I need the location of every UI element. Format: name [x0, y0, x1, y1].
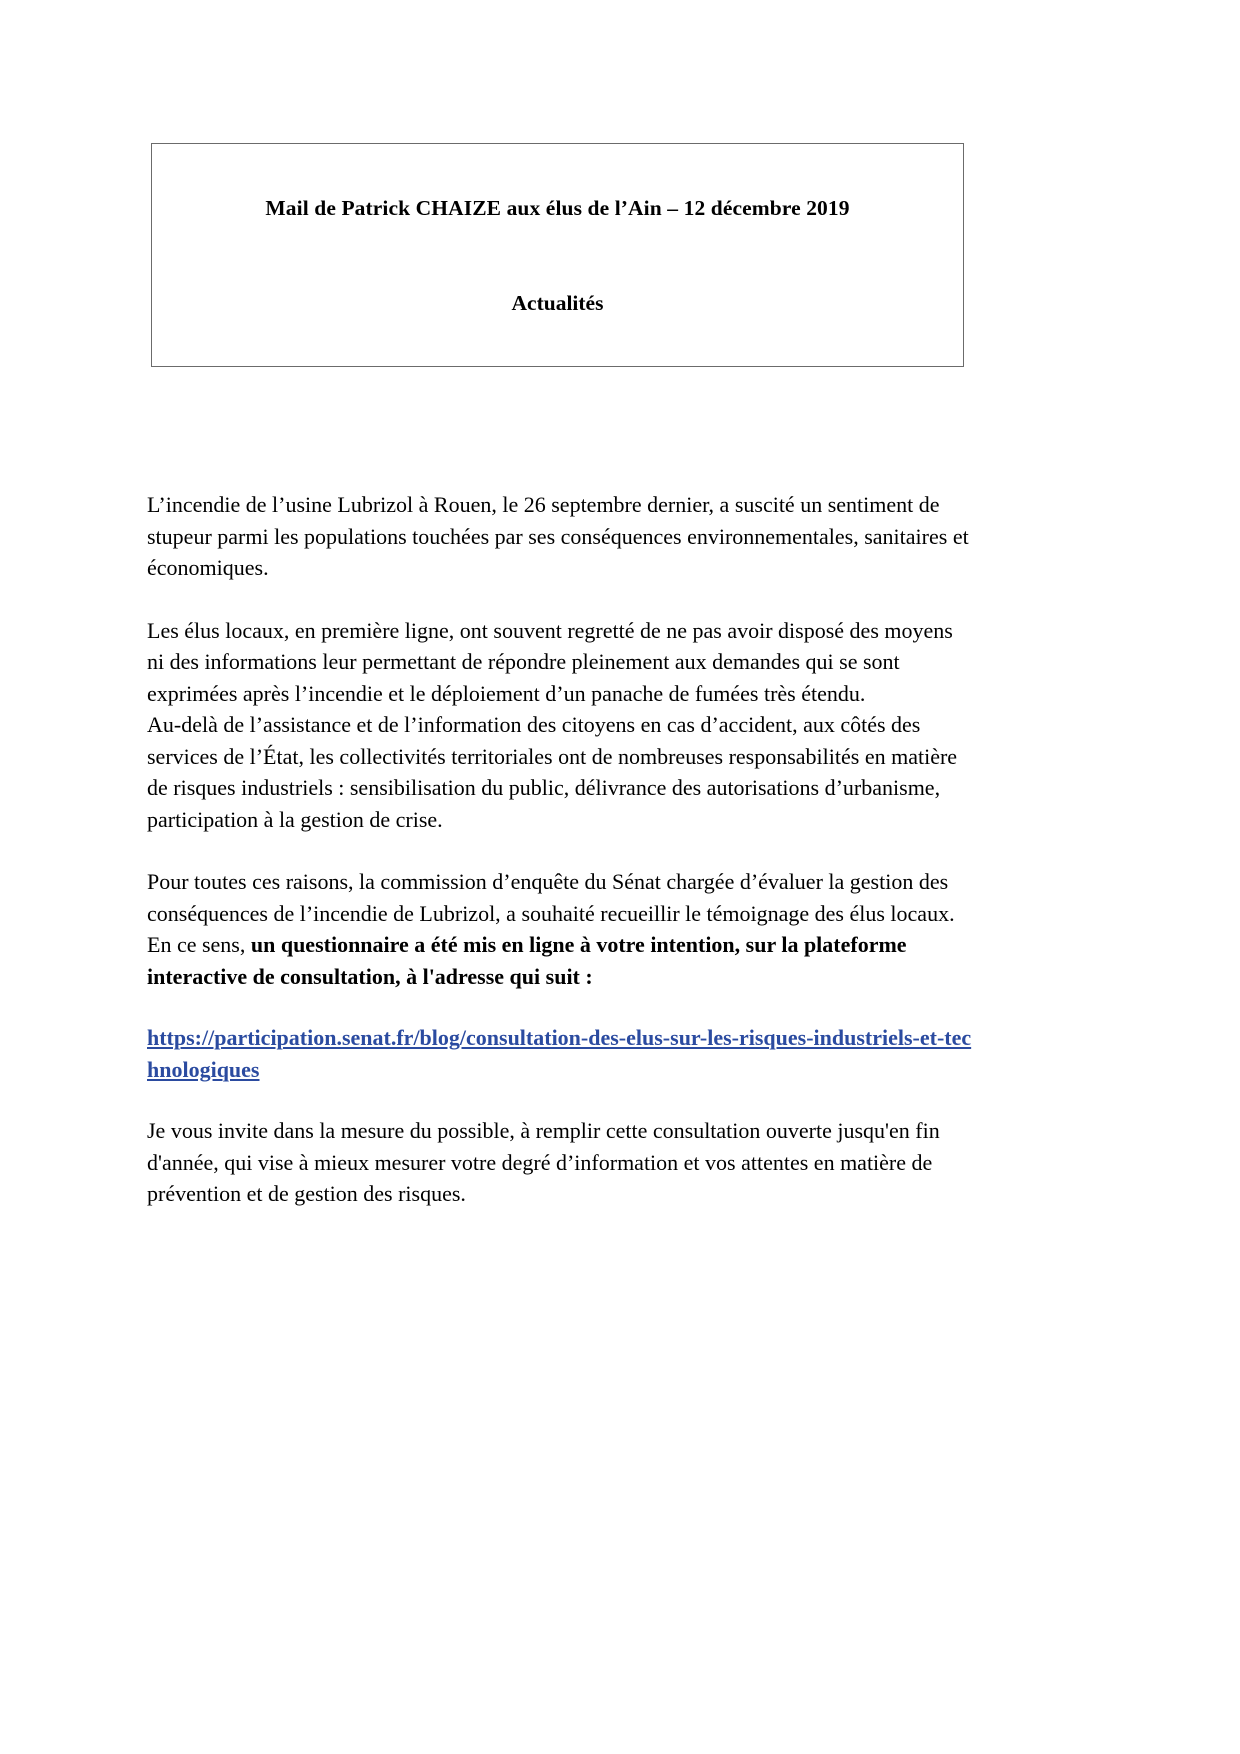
paragraph-questionnaire-emphasis: un questionnaire a été mis en ligne à votre intention, sur la plateforme interactive de consultation, à l'adresse qui suit : — [147, 932, 907, 989]
paragraph-spacer — [147, 992, 973, 1022]
paragraph-questionnaire — [147, 929, 973, 992]
page-subtitle: Actualités — [511, 291, 604, 315]
paragraph-invitation: Je vous invite dans la mesure du possible, à remplir cette consultation ouverte jusqu'en fin d'année, qui vise à mieux mesurer votre degré d’information et vos attentes en matière de prévention et de gestion des risques. — [147, 1118, 940, 1206]
paragraph-spacer — [147, 835, 973, 866]
paragraph-questionnaire-lead: En ce sens, — [147, 932, 251, 957]
page-title: Mail de Patrick CHAIZE aux élus de l’Ain – 12 décembre 2019 — [265, 196, 850, 220]
document-body — [147, 489, 973, 1210]
header-box — [151, 143, 964, 367]
consultation-link-block — [147, 1022, 973, 1085]
paragraph-spacer — [147, 1085, 973, 1115]
paragraph-au-dela-assistance: Au-delà de l’assistance et de l’information des citoyens en cas d’accident, aux côtés des services de l’État, les collectivités territoriales ont de nombreuses responsabilités en matière de risques industriels : sensibilisation du public, délivrance des autorisations d’urbanisme, participation à la gestion de crise. — [147, 712, 958, 832]
paragraph-spacer — [147, 584, 973, 615]
paragraph-incendie-lubrizol: L’incendie de l’usine Lubrizol à Rouen, le 26 septembre dernier, a suscité un sentiment de stupeur parmi les populations touchées par ses conséquences environnementales, sanitaires et économiques. — [147, 492, 969, 580]
consultation-url-link[interactable]: https://participation.senat.fr/blog/consultation-des-elus-sur-les-risques-industriels-et-technologiques — [147, 1025, 972, 1082]
paragraph-elus-locaux: Les élus locaux, en première ligne, ont souvent regretté de ne pas avoir disposé des moyens ni des informations leur permettant de répondre pleinement aux demandes qui se sont exprimées après l’incendie et le déploiement d’un panache de fumées très étendu. — [147, 617, 953, 706]
paragraph-commission-enquete: Pour toutes ces raisons, la commission d’enquête du Sénat chargée d’évaluer la gestion des conséquences de l’incendie de Lubrizol, a souhaité recueillir le témoignage des élus locaux. — [147, 869, 955, 926]
